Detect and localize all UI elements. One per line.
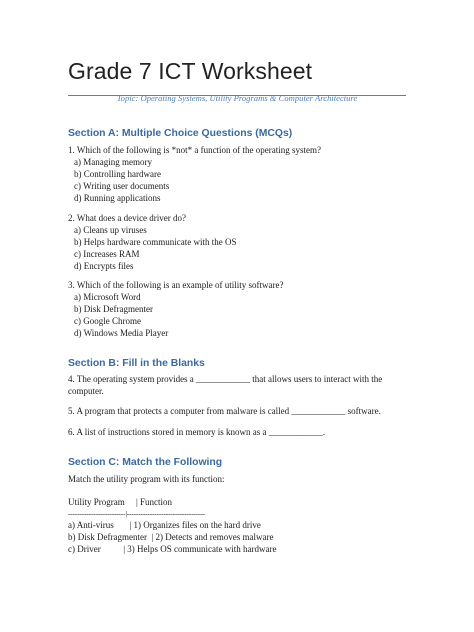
question-3-text: 3. Which of the following is an example of utility software? (68, 280, 284, 290)
document-topic: Topic: Operating Systems, Utility Programs & Computer Architecture (116, 93, 358, 103)
fill-blank-item-6: 6. A list of instructions stored in memory is known as a ____________. (68, 427, 325, 437)
question-2-option-a: a) Cleans up viruses (74, 225, 147, 235)
match-row-a: a) Anti-virus | 1) Organizes files on the hard drive (68, 520, 261, 530)
section-b-heading: Section B: Fill in the Blanks (68, 358, 205, 369)
question-2-option-c: c) Increases RAM (74, 249, 140, 259)
match-instruction: Match the utility program with its function: (68, 474, 225, 484)
fill-blank-item-5: 5. A program that protects a computer from malware is called ____________ software. (68, 406, 381, 416)
document-title: Grade 7 ICT Worksheet (68, 58, 313, 84)
question-1-option-d: d) Running applications (74, 193, 161, 203)
match-row-b: b) Disk Defragmenter | 2) Detects and removes malware (68, 532, 274, 542)
fill-blank-item-4: 4. The operating system provides a ____________ that allows users to interact with the computer. (68, 374, 383, 397)
question-3-option-a: a) Microsoft Word (74, 292, 141, 302)
question-3-option-d: d) Windows Media Player (74, 328, 169, 338)
question-3-option-c: c) Google Chrome (74, 316, 141, 326)
question-1-option-b: b) Controlling hardware (74, 169, 161, 179)
match-row-c: c) Driver | 3) Helps OS communicate with hardware (68, 544, 277, 554)
question-2-option-b: b) Helps hardware communicate with the OS (74, 237, 237, 247)
question-1-option-c: c) Writing user documents (74, 181, 170, 191)
question-2-text: 2. What does a device driver do? (68, 213, 187, 223)
question-2-option-d: d) Encrypts files (74, 261, 134, 271)
question-1-option-a: a) Managing memory (74, 157, 152, 167)
section-c-heading: Section C: Match the Following (68, 457, 223, 468)
question-1-text: 1. Which of the following is *not* a function of the operating system? (68, 145, 322, 155)
match-table-header: Utility Program | Function (68, 497, 173, 507)
match-table-separator: -------------------------|---------------------------------- (68, 509, 205, 518)
question-3-option-b: b) Disk Defragmenter (74, 304, 153, 314)
section-a-heading: Section A: Multiple Choice Questions (MCQs) (68, 128, 293, 139)
